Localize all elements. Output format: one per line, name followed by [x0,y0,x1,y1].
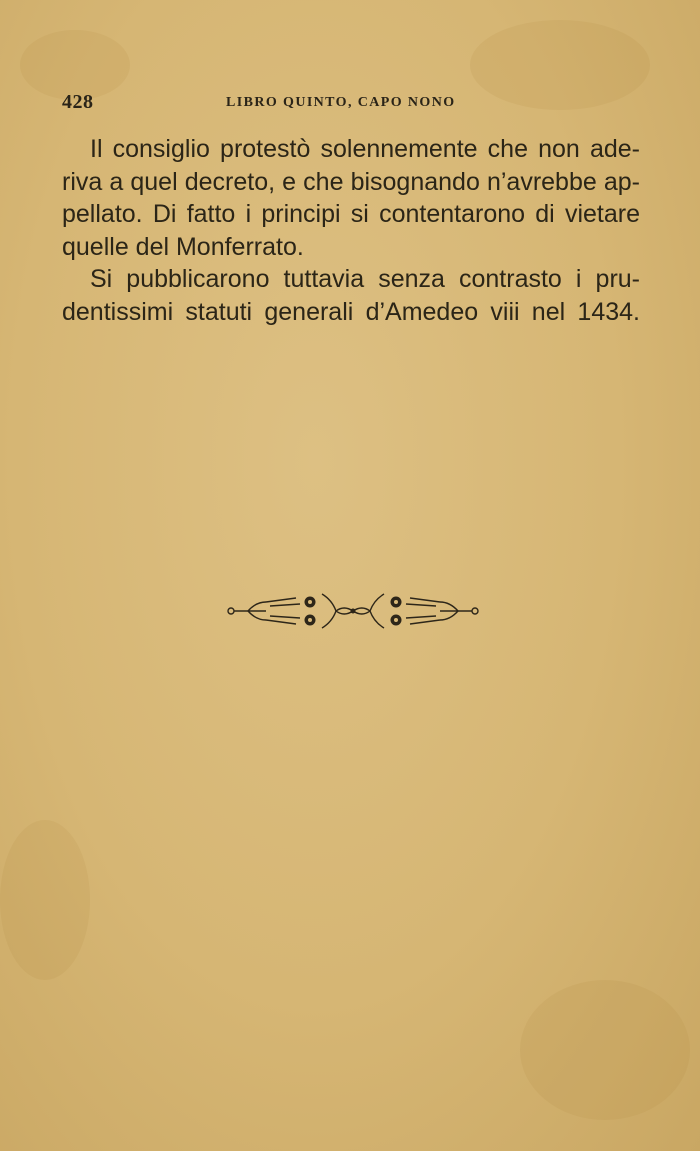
paper-stain [0,820,90,980]
paragraph [62,133,640,263]
text-line: Si pubblicarono tuttavia senza contrasto i pru- [90,265,640,293]
paper-stain [520,980,690,1120]
text-line: quelle del Monferrato. [62,232,304,261]
paper-stain [20,30,130,100]
text-line: Il consiglio protestò solennemente che non ade- [90,135,640,163]
running-head: LIBRO QUINTO, CAPO NONO [226,95,456,110]
text-line: dentissimi statuti generali d’Amedeo viii nel 1434. [62,297,640,326]
text-line: riva a quel decreto, e che bisognando n’avrebbe ap- [62,167,640,196]
paragraph [62,263,640,328]
text-line: pellato. Di fatto i principi si contentarono di vietare [62,200,640,228]
page-header [62,91,640,117]
page-number: 428 [62,91,94,113]
body-text [62,133,640,328]
floral-tailpiece-ornament-icon [226,590,480,632]
